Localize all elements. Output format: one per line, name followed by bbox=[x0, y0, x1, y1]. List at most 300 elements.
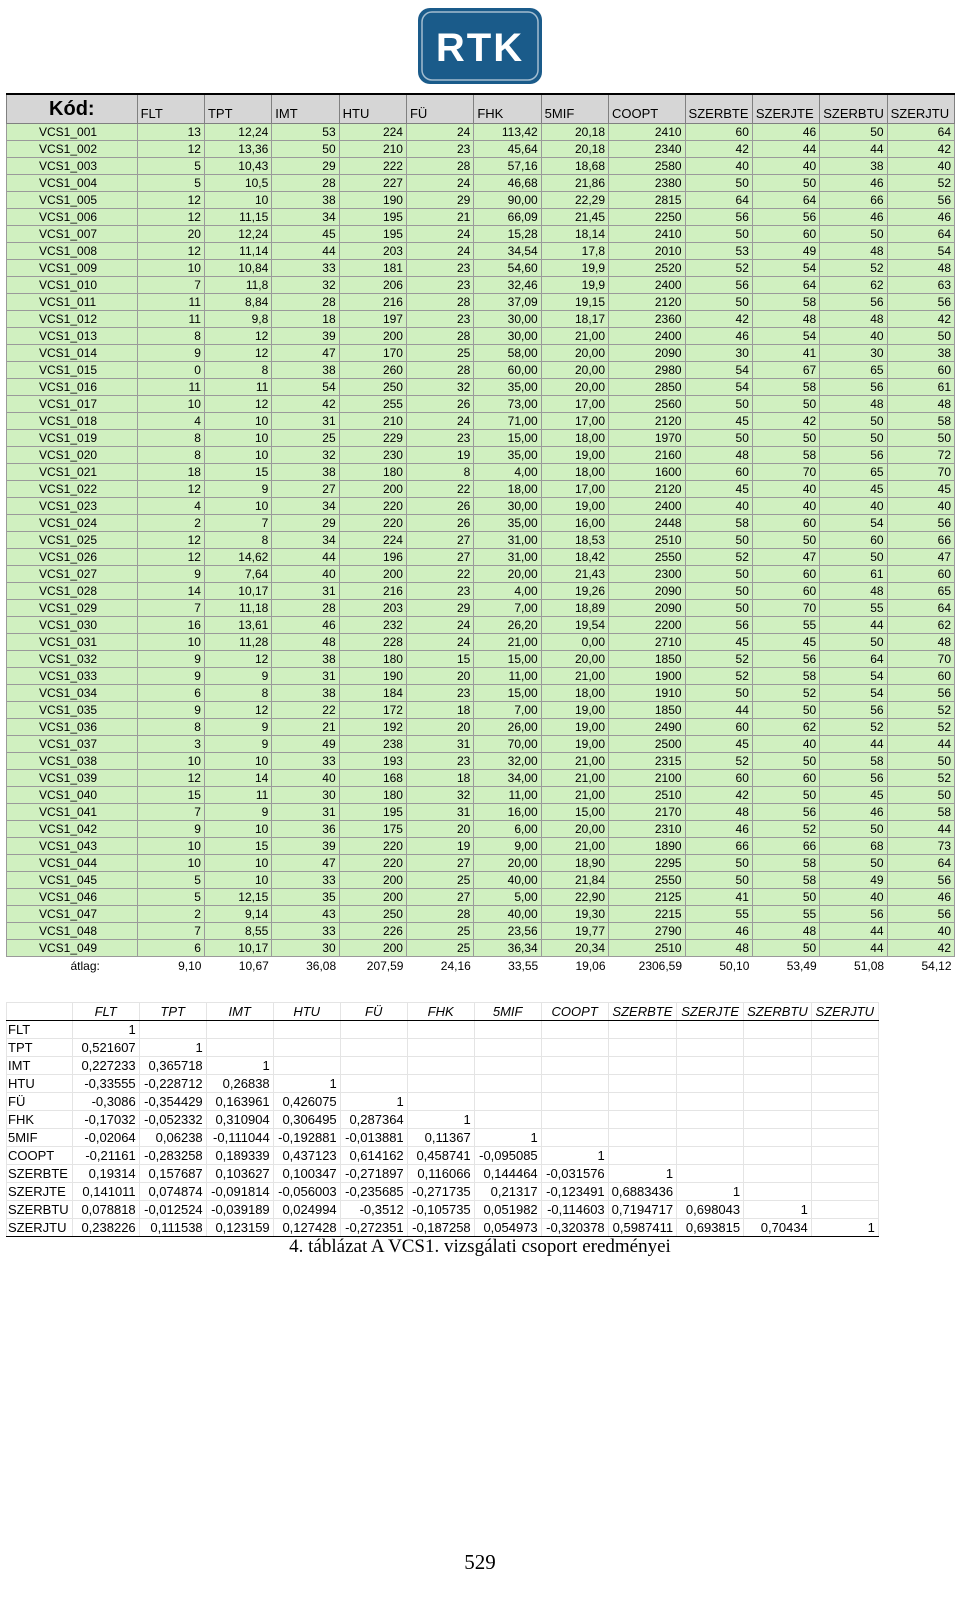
cell-value: 10 bbox=[204, 447, 271, 464]
correlation-value bbox=[677, 1093, 744, 1111]
cell-value: 8 bbox=[137, 430, 204, 447]
cell-value: 1900 bbox=[609, 668, 686, 685]
cell-value: 58 bbox=[887, 804, 954, 821]
column-header: HTU bbox=[339, 94, 406, 124]
cell-value: 190 bbox=[339, 668, 406, 685]
table-row bbox=[7, 260, 955, 277]
cell-value: 40 bbox=[820, 328, 887, 345]
cell-value: 2400 bbox=[609, 277, 686, 294]
cell-value: 46 bbox=[752, 124, 819, 141]
cell-value: 226 bbox=[339, 923, 406, 940]
cell-value: 10 bbox=[204, 430, 271, 447]
correlation-value bbox=[811, 1075, 878, 1093]
cell-value: 45 bbox=[887, 481, 954, 498]
cell-value: 17,00 bbox=[541, 481, 608, 498]
cell-value: 67 bbox=[752, 362, 819, 379]
cell-value: 52 bbox=[887, 175, 954, 192]
correlation-value bbox=[541, 1021, 608, 1039]
cell-value: 38 bbox=[887, 345, 954, 362]
cell-value: 46 bbox=[685, 923, 752, 940]
cell-value: 10,17 bbox=[204, 583, 271, 600]
cell-value: 50 bbox=[820, 226, 887, 243]
cell-value: 41 bbox=[752, 345, 819, 362]
cell-value: 24 bbox=[406, 124, 473, 141]
cell-value: 8,55 bbox=[204, 923, 271, 940]
correlation-value bbox=[677, 1057, 744, 1075]
cell-value: 7 bbox=[137, 277, 204, 294]
correlation-value bbox=[474, 1021, 541, 1039]
cell-value: 60 bbox=[752, 515, 819, 532]
correlation-value bbox=[608, 1093, 676, 1111]
cell-value: 3 bbox=[137, 736, 204, 753]
row-code: VCS1_003 bbox=[7, 158, 138, 175]
cell-value: 10 bbox=[204, 413, 271, 430]
cell-value: 19,15 bbox=[541, 294, 608, 311]
average-value: 33,55 bbox=[474, 957, 541, 975]
cell-value: 8 bbox=[204, 362, 271, 379]
correlation-value: -0,114603 bbox=[541, 1201, 608, 1219]
cell-value: 58 bbox=[887, 413, 954, 430]
correlation-row bbox=[7, 1219, 879, 1237]
cell-value: 0 bbox=[137, 362, 204, 379]
cell-value: 18,14 bbox=[541, 226, 608, 243]
cell-value: 18 bbox=[137, 464, 204, 481]
table-row bbox=[7, 277, 955, 294]
cell-value: 15 bbox=[204, 464, 271, 481]
cell-value: 23 bbox=[406, 311, 473, 328]
cell-value: 11 bbox=[137, 311, 204, 328]
table-row bbox=[7, 719, 955, 736]
cell-value: 1910 bbox=[609, 685, 686, 702]
correlation-row bbox=[7, 1057, 879, 1075]
cell-value: 33 bbox=[272, 872, 339, 889]
cell-value: 34,00 bbox=[474, 770, 541, 787]
correlation-row-label: TPT bbox=[7, 1039, 73, 1057]
cell-value: 30 bbox=[272, 940, 339, 957]
cell-value: 18,89 bbox=[541, 600, 608, 617]
cell-value: 50 bbox=[685, 872, 752, 889]
cell-value: 11,00 bbox=[474, 787, 541, 804]
correlation-row-label: FLT bbox=[7, 1021, 73, 1039]
correlation-value: 0,074874 bbox=[139, 1183, 206, 1201]
correlation-value bbox=[608, 1075, 676, 1093]
cell-value: 50 bbox=[752, 889, 819, 906]
correlation-value bbox=[744, 1057, 812, 1075]
cell-value: 224 bbox=[339, 532, 406, 549]
cell-value: 31 bbox=[406, 804, 473, 821]
cell-value: 56 bbox=[887, 906, 954, 923]
cell-value: 32,46 bbox=[474, 277, 541, 294]
cell-value: 50 bbox=[685, 685, 752, 702]
correlation-value bbox=[744, 1093, 812, 1111]
cell-value: 70 bbox=[887, 464, 954, 481]
cell-value: 44 bbox=[820, 736, 887, 753]
table-row bbox=[7, 702, 955, 719]
row-code: VCS1_026 bbox=[7, 549, 138, 566]
cell-value: 54 bbox=[685, 362, 752, 379]
cell-value: 52 bbox=[752, 821, 819, 838]
cell-value: 12 bbox=[137, 141, 204, 158]
cell-value: 50 bbox=[752, 430, 819, 447]
cell-value: 14 bbox=[137, 583, 204, 600]
cell-value: 10 bbox=[137, 838, 204, 855]
correlation-value bbox=[541, 1111, 608, 1129]
cell-value: 210 bbox=[339, 413, 406, 430]
row-code: VCS1_046 bbox=[7, 889, 138, 906]
correlation-value: 0,287364 bbox=[340, 1111, 407, 1129]
correlation-value bbox=[407, 1093, 474, 1111]
cell-value: 44 bbox=[685, 702, 752, 719]
cell-value: 53 bbox=[272, 124, 339, 141]
cell-value: 2790 bbox=[609, 923, 686, 940]
cell-value: 5 bbox=[137, 872, 204, 889]
cell-value: 58 bbox=[752, 668, 819, 685]
cell-value: 25 bbox=[406, 345, 473, 362]
row-code: VCS1_045 bbox=[7, 872, 138, 889]
table-row bbox=[7, 192, 955, 209]
cell-value: 18,17 bbox=[541, 311, 608, 328]
cell-value: 50 bbox=[887, 753, 954, 770]
cell-value: 40,00 bbox=[474, 906, 541, 923]
cell-value: 64 bbox=[887, 226, 954, 243]
cell-value: 47 bbox=[887, 549, 954, 566]
cell-value: 2215 bbox=[609, 906, 686, 923]
cell-value: 56 bbox=[820, 447, 887, 464]
cell-value: 45 bbox=[685, 413, 752, 430]
cell-value: 52 bbox=[887, 702, 954, 719]
correlation-corner bbox=[7, 1003, 73, 1021]
cell-value: 15,28 bbox=[474, 226, 541, 243]
correlation-column-header: IMT bbox=[206, 1003, 273, 1021]
correlation-value: -0,271897 bbox=[340, 1165, 407, 1183]
correlation-value: 0,365718 bbox=[139, 1057, 206, 1075]
cell-value: 200 bbox=[339, 889, 406, 906]
cell-value: 12 bbox=[137, 481, 204, 498]
row-code: VCS1_036 bbox=[7, 719, 138, 736]
average-value: 54,12 bbox=[887, 957, 954, 975]
correlation-value bbox=[608, 1147, 676, 1165]
cell-value: 20,00 bbox=[474, 566, 541, 583]
correlation-value bbox=[811, 1165, 878, 1183]
cell-value: 56 bbox=[820, 702, 887, 719]
correlation-value bbox=[811, 1183, 878, 1201]
cell-value: 22 bbox=[406, 481, 473, 498]
correlation-row-label: COOPT bbox=[7, 1147, 73, 1165]
cell-value: 58 bbox=[752, 379, 819, 396]
correlation-value bbox=[273, 1021, 340, 1039]
cell-value: 48 bbox=[752, 311, 819, 328]
row-code: VCS1_020 bbox=[7, 447, 138, 464]
cell-value: 46 bbox=[820, 804, 887, 821]
cell-value: 64 bbox=[752, 192, 819, 209]
cell-value: 2125 bbox=[609, 889, 686, 906]
correlation-value: -0,3512 bbox=[340, 1201, 407, 1219]
cell-value: 54 bbox=[887, 243, 954, 260]
cell-value: 27 bbox=[406, 549, 473, 566]
cell-value: 54 bbox=[820, 515, 887, 532]
cell-value: 10 bbox=[204, 855, 271, 872]
table-row bbox=[7, 583, 955, 600]
cell-value: 30,00 bbox=[474, 328, 541, 345]
cell-value: 44 bbox=[887, 736, 954, 753]
table-row bbox=[7, 651, 955, 668]
correlation-value: 0,614162 bbox=[340, 1147, 407, 1165]
correlation-value: -0,283258 bbox=[139, 1147, 206, 1165]
cell-value: 56 bbox=[887, 685, 954, 702]
column-header: SZERBTU bbox=[820, 94, 887, 124]
correlation-value: 0,698043 bbox=[677, 1201, 744, 1219]
row-code: VCS1_021 bbox=[7, 464, 138, 481]
cell-value: 9 bbox=[204, 719, 271, 736]
correlation-row bbox=[7, 1129, 879, 1147]
cell-value: 200 bbox=[339, 940, 406, 957]
table-row bbox=[7, 668, 955, 685]
table-row bbox=[7, 770, 955, 787]
cell-value: 21,84 bbox=[541, 872, 608, 889]
cell-value: 70 bbox=[752, 464, 819, 481]
correlation-value bbox=[206, 1039, 273, 1057]
cell-value: 4 bbox=[137, 498, 204, 515]
cell-value: 7 bbox=[204, 515, 271, 532]
results-header-row bbox=[7, 94, 955, 124]
cell-value: 50 bbox=[685, 532, 752, 549]
row-code: VCS1_007 bbox=[7, 226, 138, 243]
table-row bbox=[7, 209, 955, 226]
correlation-value: 0,127428 bbox=[273, 1219, 340, 1237]
cell-value: 48 bbox=[820, 396, 887, 413]
cell-value: 56 bbox=[752, 651, 819, 668]
row-code: VCS1_030 bbox=[7, 617, 138, 634]
correlation-column-header: SZERJTU bbox=[811, 1003, 878, 1021]
cell-value: 20,00 bbox=[541, 821, 608, 838]
cell-value: 11,18 bbox=[204, 600, 271, 617]
cell-value: 27 bbox=[406, 532, 473, 549]
cell-value: 20 bbox=[406, 719, 473, 736]
cell-value: 90,00 bbox=[474, 192, 541, 209]
cell-value: 5 bbox=[137, 158, 204, 175]
correlation-column-header: HTU bbox=[273, 1003, 340, 1021]
cell-value: 10 bbox=[137, 855, 204, 872]
cell-value: 2490 bbox=[609, 719, 686, 736]
row-code: VCS1_006 bbox=[7, 209, 138, 226]
table-row bbox=[7, 804, 955, 821]
average-value: 9,10 bbox=[137, 957, 204, 975]
cell-value: 12 bbox=[137, 192, 204, 209]
cell-value: 8 bbox=[204, 685, 271, 702]
cell-value: 48 bbox=[887, 396, 954, 413]
cell-value: 52 bbox=[887, 770, 954, 787]
average-value: 2306,59 bbox=[609, 957, 686, 975]
row-code: VCS1_017 bbox=[7, 396, 138, 413]
cell-value: 9 bbox=[204, 804, 271, 821]
cell-value: 11,14 bbox=[204, 243, 271, 260]
cell-value: 195 bbox=[339, 226, 406, 243]
cell-value: 2310 bbox=[609, 821, 686, 838]
correlation-value: 1 bbox=[608, 1165, 676, 1183]
correlation-value: -0,320378 bbox=[541, 1219, 608, 1237]
cell-value: 64 bbox=[887, 124, 954, 141]
cell-value: 28 bbox=[272, 175, 339, 192]
cell-value: 9 bbox=[137, 702, 204, 719]
cell-value: 42 bbox=[887, 141, 954, 158]
cell-value: 28 bbox=[406, 158, 473, 175]
table-row bbox=[7, 498, 955, 515]
cell-value: 46 bbox=[685, 821, 752, 838]
cell-value: 2120 bbox=[609, 413, 686, 430]
cell-value: 32,00 bbox=[474, 753, 541, 770]
cell-value: 180 bbox=[339, 464, 406, 481]
cell-value: 1850 bbox=[609, 702, 686, 719]
correlation-value bbox=[340, 1039, 407, 1057]
row-code: VCS1_027 bbox=[7, 566, 138, 583]
cell-value: 21 bbox=[272, 719, 339, 736]
cell-value: 18,68 bbox=[541, 158, 608, 175]
cell-value: 20,18 bbox=[541, 141, 608, 158]
cell-value: 54,60 bbox=[474, 260, 541, 277]
cell-value: 50 bbox=[685, 175, 752, 192]
cell-value: 73,00 bbox=[474, 396, 541, 413]
table-row bbox=[7, 515, 955, 532]
correlation-value: -0,031576 bbox=[541, 1165, 608, 1183]
cell-value: 36 bbox=[272, 821, 339, 838]
correlation-value: -0,21161 bbox=[72, 1147, 139, 1165]
cell-value: 28 bbox=[272, 600, 339, 617]
table-row bbox=[7, 311, 955, 328]
cell-value: 10 bbox=[204, 821, 271, 838]
cell-value: 2010 bbox=[609, 243, 686, 260]
cell-value: 55 bbox=[820, 600, 887, 617]
cell-value: 190 bbox=[339, 192, 406, 209]
cell-value: 203 bbox=[339, 243, 406, 260]
cell-value: 62 bbox=[820, 277, 887, 294]
cell-value: 10 bbox=[137, 634, 204, 651]
cell-value: 2448 bbox=[609, 515, 686, 532]
correlation-row-label: SZERJTU bbox=[7, 1219, 73, 1237]
average-label: átlag: bbox=[7, 957, 138, 975]
cell-value: 50 bbox=[887, 430, 954, 447]
cell-value: 15 bbox=[406, 651, 473, 668]
cell-value: 50 bbox=[752, 787, 819, 804]
cell-value: 44 bbox=[887, 821, 954, 838]
cell-value: 44 bbox=[272, 243, 339, 260]
cell-value: 28 bbox=[406, 328, 473, 345]
correlation-value: 1 bbox=[744, 1201, 812, 1219]
cell-value: 21,00 bbox=[541, 328, 608, 345]
cell-value: 19,77 bbox=[541, 923, 608, 940]
cell-value: 50 bbox=[685, 226, 752, 243]
correlation-value: 0,437123 bbox=[273, 1147, 340, 1165]
cell-value: 64 bbox=[820, 651, 887, 668]
cell-value: 45,64 bbox=[474, 141, 541, 158]
cell-value: 15,00 bbox=[541, 804, 608, 821]
correlation-value bbox=[474, 1039, 541, 1057]
cell-value: 38 bbox=[820, 158, 887, 175]
cell-value: 50 bbox=[820, 821, 887, 838]
cell-value: 31 bbox=[272, 804, 339, 821]
cell-value: 8 bbox=[204, 532, 271, 549]
cell-value: 11,15 bbox=[204, 209, 271, 226]
table-row bbox=[7, 753, 955, 770]
correlation-value bbox=[744, 1039, 812, 1057]
column-header: SZERJTU bbox=[887, 94, 954, 124]
cell-value: 56 bbox=[685, 209, 752, 226]
correlation-value: 1 bbox=[340, 1093, 407, 1111]
cell-value: 44 bbox=[820, 940, 887, 957]
cell-value: 52 bbox=[685, 753, 752, 770]
correlation-row bbox=[7, 1039, 879, 1057]
cell-value: 2200 bbox=[609, 617, 686, 634]
table-row bbox=[7, 617, 955, 634]
cell-value: 12 bbox=[137, 549, 204, 566]
cell-value: 42 bbox=[887, 311, 954, 328]
cell-value: 10,17 bbox=[204, 940, 271, 957]
cell-value: 50 bbox=[752, 940, 819, 957]
cell-value: 60 bbox=[887, 668, 954, 685]
row-code: VCS1_025 bbox=[7, 532, 138, 549]
correlation-row bbox=[7, 1075, 879, 1093]
cell-value: 58 bbox=[752, 447, 819, 464]
column-header: IMT bbox=[272, 94, 339, 124]
cell-value: 58,00 bbox=[474, 345, 541, 362]
cell-value: 180 bbox=[339, 651, 406, 668]
page-number: 529 bbox=[464, 1550, 496, 1574]
cell-value: 34 bbox=[272, 498, 339, 515]
correlation-value: 0,6883436 bbox=[608, 1183, 676, 1201]
cell-value: 50 bbox=[820, 430, 887, 447]
correlation-value bbox=[744, 1111, 812, 1129]
correlation-value: 0,157687 bbox=[139, 1165, 206, 1183]
cell-value: 28 bbox=[406, 906, 473, 923]
results-table bbox=[6, 93, 955, 974]
correlation-value: -0,091814 bbox=[206, 1183, 273, 1201]
cell-value: 12 bbox=[204, 651, 271, 668]
cell-value: 56 bbox=[752, 804, 819, 821]
cell-value: 18,90 bbox=[541, 855, 608, 872]
cell-value: 168 bbox=[339, 770, 406, 787]
cell-value: 18 bbox=[406, 770, 473, 787]
cell-value: 28 bbox=[406, 362, 473, 379]
table-row bbox=[7, 838, 955, 855]
cell-value: 5,00 bbox=[474, 889, 541, 906]
cell-value: 12,15 bbox=[204, 889, 271, 906]
correlation-value bbox=[744, 1129, 812, 1147]
cell-value: 26,20 bbox=[474, 617, 541, 634]
cell-value: 216 bbox=[339, 294, 406, 311]
cell-value: 50 bbox=[820, 634, 887, 651]
cell-value: 10 bbox=[204, 753, 271, 770]
correlation-value: 0,054973 bbox=[474, 1219, 541, 1237]
cell-value: 16 bbox=[137, 617, 204, 634]
row-code: VCS1_028 bbox=[7, 583, 138, 600]
cell-value: 16,00 bbox=[474, 804, 541, 821]
cell-value: 33 bbox=[272, 260, 339, 277]
cell-value: 56 bbox=[820, 906, 887, 923]
correlation-value: -0,354429 bbox=[139, 1093, 206, 1111]
cell-value: 40 bbox=[887, 923, 954, 940]
correlation-value bbox=[744, 1075, 812, 1093]
cell-value: 175 bbox=[339, 821, 406, 838]
cell-value: 6 bbox=[137, 685, 204, 702]
cell-value: 38 bbox=[272, 685, 339, 702]
cell-value: 39 bbox=[272, 838, 339, 855]
correlation-row-label: FHK bbox=[7, 1111, 73, 1129]
cell-value: 17,8 bbox=[541, 243, 608, 260]
cell-value: 66,09 bbox=[474, 209, 541, 226]
cell-value: 33 bbox=[272, 753, 339, 770]
cell-value: 220 bbox=[339, 855, 406, 872]
cell-value: 29 bbox=[272, 158, 339, 175]
cell-value: 2250 bbox=[609, 209, 686, 226]
